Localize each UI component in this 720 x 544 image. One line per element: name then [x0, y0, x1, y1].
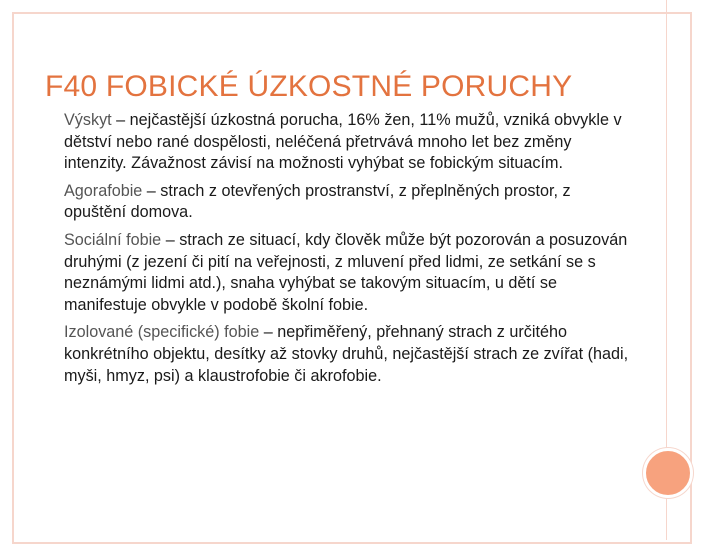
text-vyskyt: – nejčastější úzkostná porucha, 16% žen, 11% mužů, vzniká obvykle v dětství nebo rané dospělosti, neléčená přetrvává mnoho let bez změny intenzity. Závažnost závisí na možnosti vyhýbat se fobickým situacím. [64, 111, 622, 173]
term-socialni-fobie: Sociální fobie [64, 230, 162, 249]
term-vyskyt: Výskyt [64, 111, 112, 129]
slide-content [64, 110, 632, 393]
paragraph-socialni-fobie [64, 230, 632, 316]
paragraph-izolovane-fobie [64, 322, 632, 387]
text-agorafobie: – strach z otevřených prostranství, z přeplněných prostor, z opuštění domova. [64, 181, 571, 222]
slide-title: F40 FOBICKÉ ÚZKOSTNÉ PORUCHY [45, 70, 573, 103]
decorative-circle [643, 448, 693, 498]
term-agorafobie: Agorafobie [64, 181, 143, 200]
term-izolovane-fobie: Izolované (specifické) fobie [64, 323, 260, 342]
text-socialni-fobie: – strach ze situací, kdy člověk může být pozorován a posuzován druhými (z jezení či pití na veřejnosti, z mluvení před lidmi, ze setkání se s neznámými lidmi atd.), snaha vyhýbat se takovým situacím, u dětí se manifestuje obvykle v podobě školní fobie. [64, 230, 628, 314]
paragraph-agorafobie [64, 181, 632, 224]
paragraph-vyskyt [64, 110, 632, 175]
text-izolovane-fobie: – nepřiměřený, přehnaný strach z určitého konkrétního objektu, desítky až stovky druhů, nejčastější strach ze zvířat (hadi, myši, hmyz, psi) a klaustrofobie či akrofobie. [64, 323, 629, 385]
